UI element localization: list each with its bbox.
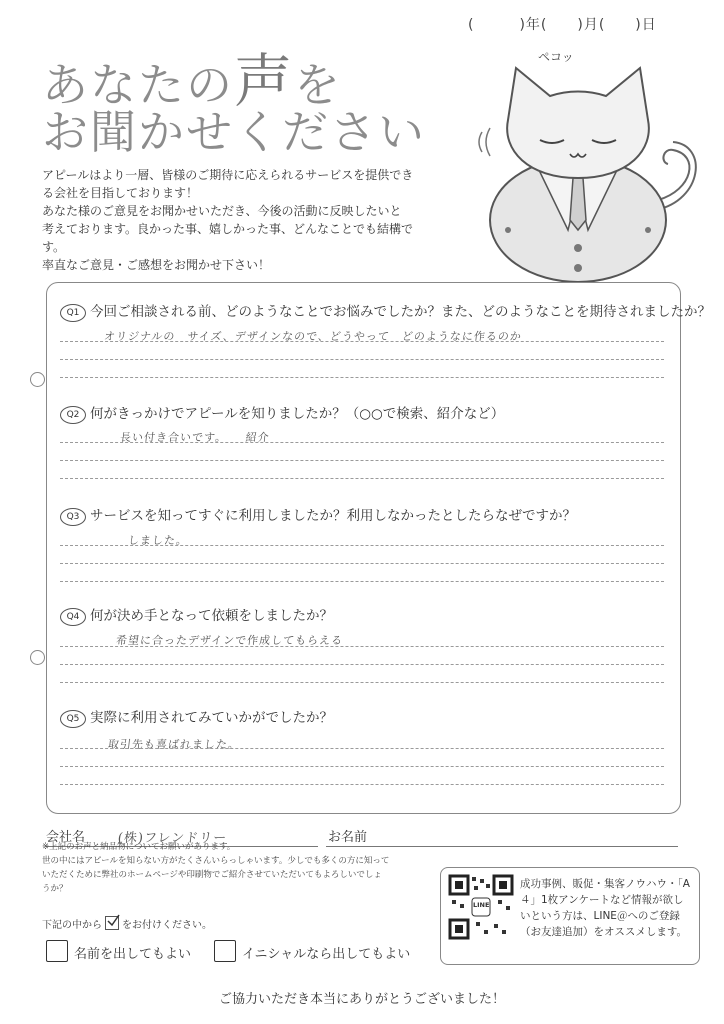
intro-line: 考えております。良かった事、嬉しかった事、どんなことでも結構で [42,222,414,236]
name-label: お名前 [328,830,368,845]
date-line: ( )年( )月( )日 [468,17,657,33]
answer-line [60,377,664,378]
title-part-a: あなたの [42,58,234,112]
intro-line: す。 [42,240,66,254]
question-text: 実際に利用されてみていかがでしたか？ [90,710,333,726]
notes-line: いただくために弊社のホームページや印刷物でご紹介させていただいてもよろしいでしょ [42,870,382,880]
punch-hole-top [30,372,45,387]
answer-line [60,664,664,665]
check-mark-icon [105,916,119,930]
answer-line [60,646,664,647]
answer-line [60,682,664,683]
answer-1: オリジナルの サイズ、デザインなので、どうやって どのようなに作るのか [103,330,523,343]
answer-line [60,478,664,479]
intro-line: アピールはより一層、皆様のご期待に応えられるサービスを提供でき [42,168,414,182]
question-4 [60,604,333,626]
line-promo-text: 成功事例、販促・集客ノウハウ・「A４」1枚アンケートなど情報が欲しいという方は、LINE＠へのご登録（お友達追加）をオススメします。 [520,878,690,938]
question-text: 何が決め手となって依頼をしましたか？ [90,608,333,624]
punch-hole-bottom [30,650,45,665]
company-label: 会社名 [46,830,86,845]
answer-line [60,748,664,749]
option-name-ok-label: 名前を出してもよい [74,947,192,962]
notes-line: 世の中にはアピールを知らない方がたくさんいらっしゃいます。少しでも多くの方に知って [42,856,390,866]
answer-line [60,442,664,443]
thanks-message: ご協力いただき本当にありがとうございました！ [218,992,505,1007]
notes-line: うか？ [42,884,68,894]
intro-line: る会社を目指しております！ [42,186,199,200]
checkbox-initial-ok[interactable] [214,940,236,962]
intro-line: 率直なご意見・ご感想をお聞かせ下さい！ [42,258,271,272]
question-3 [60,504,576,526]
question-text: 何がきっかけでアピールを知りましたか？（○○で検索、紹介など） [90,406,505,422]
answer-line [60,460,664,461]
question-badge: Q5 [60,710,86,728]
question-text: サービスを知ってすぐに利用しましたか？利用しなかったとしたらなぜですか？ [90,508,576,524]
answer-5: 取引先も喜ばれました。 [107,738,241,751]
answer-2: 長い付き合いです。 紹介 [119,431,271,444]
answer-line [60,784,664,785]
question-badge: Q4 [60,608,86,626]
instruction-before: 下記の中から [42,920,102,931]
option-initial-ok-label: イニシャルなら出してもよい [242,947,411,962]
title-big-char: 声 [234,47,295,115]
question-1 [60,300,711,322]
consent-notes [42,840,422,896]
notes-line: ※上記のお声と納品物についてお願いがあります。 [42,842,236,852]
checkbox-instruction [42,916,212,931]
question-2 [60,402,504,424]
mascot-sound-text: ペコッ [538,50,574,64]
intro-text [42,166,442,274]
answer-3: しました。 [127,534,189,547]
question-badge: Q2 [60,406,86,424]
question-5 [60,706,333,728]
question-badge: Q3 [60,508,86,526]
intro-line: あなた様のご意見をお聞かせいただき、今後の活動に反映したいと [42,204,402,218]
answer-line [60,359,664,360]
cat-mascot-illustration [468,50,708,290]
line-logo-text: LINE [473,901,490,909]
company-value: (株)フレンドリー [117,831,228,846]
checkbox-name-ok[interactable] [46,940,68,962]
answer-line [60,766,664,767]
answer-4: 希望に合ったデザインで作成してもらえる [115,634,344,647]
question-text: 今回ご相談される前、どのようなことでお悩みでしたか？また、どのようなことを期待されましたか？ [90,304,711,320]
title-part-b: を [294,58,343,112]
answer-line [60,341,664,342]
question-badge: Q1 [60,304,86,322]
title-line-2: お聞かせください [42,105,426,159]
answer-line [60,545,664,546]
survey-box [46,282,681,814]
instruction-after: をお付けください。 [122,920,212,931]
answer-line [60,563,664,564]
answer-line [60,581,664,582]
